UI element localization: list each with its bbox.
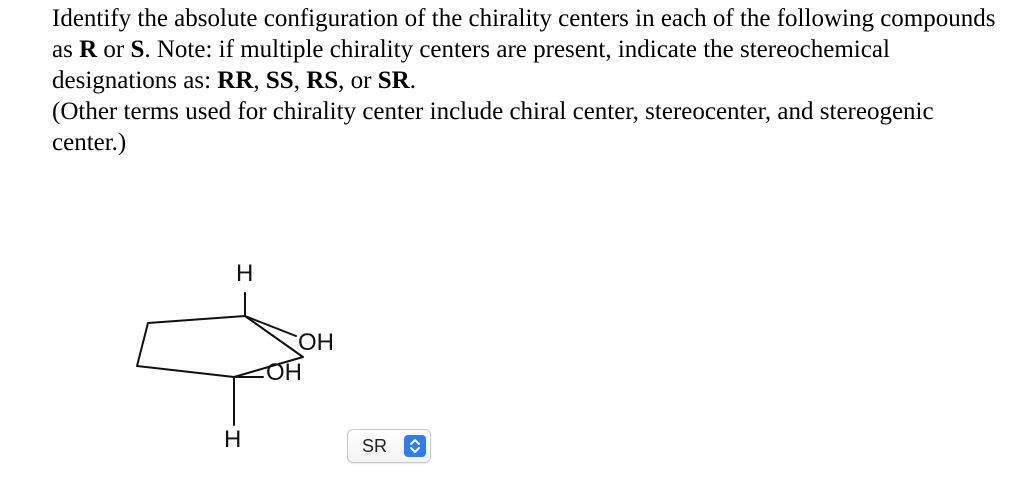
bold-r: R bbox=[79, 36, 98, 63]
chevron-up-down-icon[interactable] bbox=[404, 435, 426, 457]
bold-sr: SR bbox=[377, 67, 410, 94]
label-h-bottom: H bbox=[224, 426, 242, 453]
answer-dropdown[interactable] bbox=[347, 429, 431, 463]
note-text: . Note: if multiple chirality centers are present, indicate the stereochemical designations as: bbox=[52, 36, 890, 94]
bold-rr: RR bbox=[217, 67, 254, 94]
bold-s: S bbox=[130, 36, 145, 63]
chevron-up-down-icon-glyph bbox=[404, 435, 426, 457]
or-text: or bbox=[97, 36, 131, 63]
label-h-top: H bbox=[236, 260, 254, 287]
separator: , or bbox=[338, 67, 378, 94]
answer-selected-value: SR bbox=[362, 436, 388, 456]
question-note: (Other terms used for chirality center include chiral center, stereocenter, and stereogenic center.) bbox=[52, 98, 934, 156]
label-oh-lower: OH bbox=[266, 359, 302, 386]
separator: , bbox=[293, 67, 307, 94]
label-oh-upper: OH bbox=[298, 329, 334, 356]
bold-ss: SS bbox=[265, 67, 294, 94]
bold-rs: RS bbox=[306, 67, 339, 94]
separator: , bbox=[253, 67, 266, 94]
period: . bbox=[409, 67, 416, 94]
instruction-text: Identify the absolute configuration of the chirality centers in each of the following compounds as bbox=[52, 5, 996, 63]
